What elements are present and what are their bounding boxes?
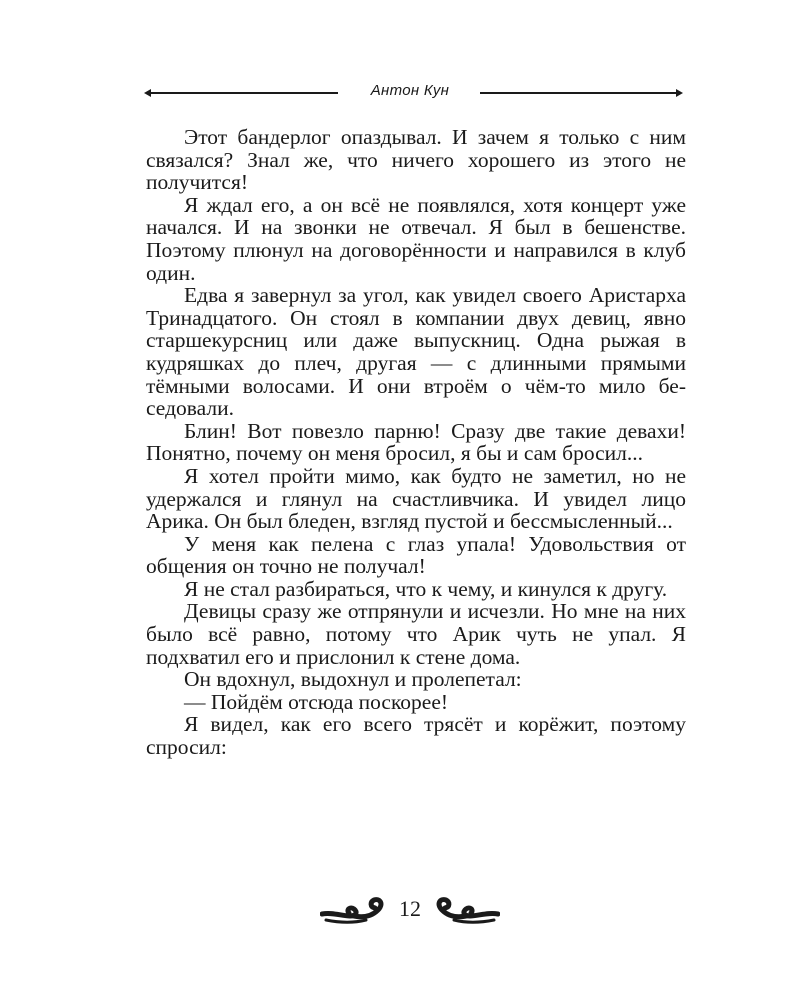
page-footer	[320, 888, 500, 932]
paragraph: Я не стал разбираться, что к чему, и кинулся к другу.	[184, 576, 668, 601]
header-author: Антон Кун	[370, 82, 450, 99]
header-rule-right	[480, 92, 676, 94]
body-text	[146, 126, 686, 759]
running-header	[144, 81, 684, 105]
ornament-right-icon	[430, 892, 500, 928]
paragraph: — Пойдём отсюда поскорее!	[184, 689, 449, 714]
paragraph: Я видел, как его всего трясёт и корёжит, поэтому спросил:	[146, 712, 686, 760]
paragraph: Едва я завернул за угол, как увидел своего Аристарха Тринадцатого. Он стоял в компании двух девиц, явно старшекурсниц или даже выпускниц. Одна рыжая в кудряшках до плеч, другая — с длинными прямыми тёмными волосами. И они втроём о чём-то мило беседовали.	[146, 283, 686, 421]
paragraph: Блин! Вот повезло парню! Сразу две такие девахи! Понятно, почему он меня бросил, я бы и сам бросил...	[146, 418, 686, 466]
ornament-left-icon	[320, 892, 390, 928]
paragraph: Девицы сразу же отпрянули и исчезли. Но мне на них было всё равно, потому что Арик чуть не упал. Я подхватил его и прислонил к стене дома.	[146, 599, 686, 669]
paragraph: Я ждал его, а он всё не появлялся, хотя концерт уже начался. И на звонки не отвечал. Я был в бешенстве. Поэтому плюнул на договорённости и направился в клуб один.	[146, 192, 686, 285]
paragraph: Этот бандерлог опаздывал. И зачем я только с ним связался? Знал же, что ничего хорошего из этого не получится!	[146, 125, 686, 195]
header-arrow-right-icon	[676, 89, 683, 97]
paragraph: Я хотел пройти мимо, как будто не заметил, но не удержался и глянул на счастливчика. И увидел лицо Арика. Он был бледен, взгляд пустой и бессмысленный...	[146, 463, 686, 534]
header-rule-left	[150, 92, 338, 94]
page-number: 12	[399, 896, 421, 921]
paragraph: У меня как пелена с глаз упала! Удовольствия от общения он точно не получал!	[146, 531, 686, 579]
paragraph: Он вдохнул, выдохнул и пролепетал:	[184, 667, 522, 692]
